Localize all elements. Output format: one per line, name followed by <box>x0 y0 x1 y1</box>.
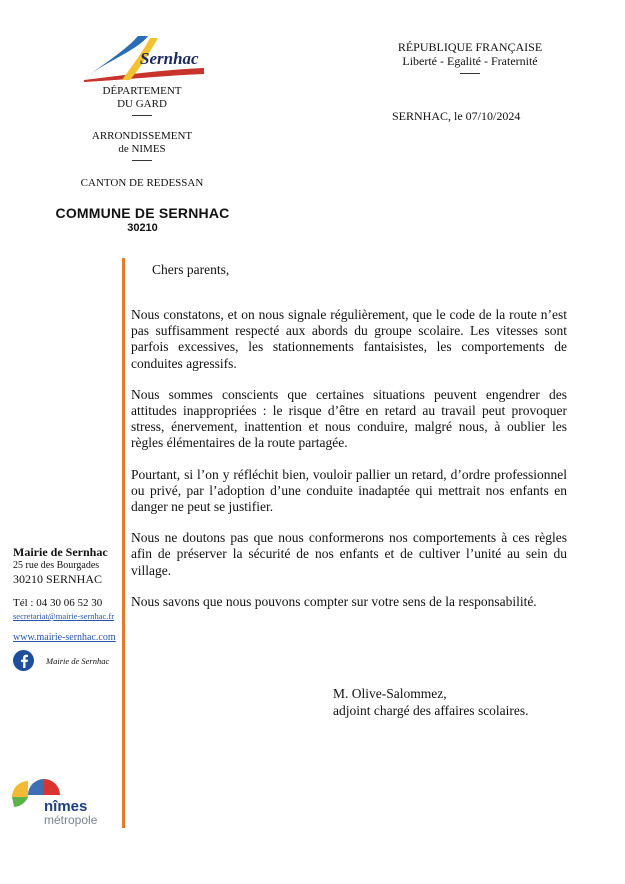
salutation: Chers parents, <box>152 262 230 277</box>
nimes-logo-line2: métropole <box>44 813 98 827</box>
republic-block <box>380 40 560 78</box>
paragraph: Pourtant, si l’on y réfléchit bien, vouloir pallier un retard, d’ordre professionnel ou privé, par l’adoption d’une conduite inadaptée qui mettrait nos enfants en danger ne peut se justifier. <box>131 466 567 515</box>
republic-title: RÉPUBLIQUE FRANÇAISE <box>397 40 543 54</box>
paragraph: Nous ne doutons pas que nous conformerons nos comportements à ces règles afin de préserver la sécurité de nos enfants et de cultiver l’unité au sein du village. <box>131 530 567 578</box>
arrondissement-block <box>57 130 227 165</box>
letter-body <box>131 307 567 625</box>
contact-phone: Tél : 04 30 06 52 30 <box>13 597 103 609</box>
sernhac-logo <box>78 30 208 86</box>
contact-email-link[interactable]: secretariat@mairie-sernhac.fr <box>13 611 115 621</box>
signature <box>333 685 529 719</box>
contact-block <box>13 545 121 671</box>
separator <box>132 160 152 161</box>
vertical-rule <box>122 258 125 828</box>
separator <box>460 73 480 74</box>
signature-name: M. Olive-Salommez, <box>333 686 447 701</box>
facebook-icon[interactable] <box>13 650 34 671</box>
signature-title: adjoint chargé des affaires scolaires. <box>333 703 529 718</box>
paragraph: Nous savons que nous pouvons compter sur votre sens de la responsabilité. <box>131 593 537 609</box>
contact-street: 25 rue des Bourgades <box>13 560 100 571</box>
arrondissement-line2: de NIMES <box>118 143 166 155</box>
facebook-link[interactable] <box>13 650 121 671</box>
logo-text: Sernhac <box>140 49 199 68</box>
department-line2: DU GARD <box>117 98 167 110</box>
republic-motto: Liberté - Egalité - Fraternité <box>402 54 538 68</box>
department-line1: DÉPARTEMENT <box>102 85 182 97</box>
facebook-glyph <box>18 654 30 668</box>
paragraph: Nous constatons, et on nous signale régulièrement, que le code de la route n’est pas suffisamment respecté aux abords du groupe scolaire. Les vitesses sont parfois excessives, les stationnements fantaisistes, les comportements de conduites agressifs. <box>131 307 567 371</box>
nimes-metropole-logo <box>8 773 118 828</box>
separator <box>132 115 152 116</box>
department-block <box>57 85 227 120</box>
commune-name: COMMUNE DE SERNHAC <box>55 205 230 221</box>
website-link[interactable]: www.mairie-sernhac.com <box>13 632 116 643</box>
paragraph: Nous sommes conscients que certaines situations peuvent engendrer des attitudes inappropriées : le risque d’être en retard au travail peut provoquer stress, énervement, inattention et nous conduire, malgré nous, à oublier les règles élémentaires de la route partagée. <box>131 386 567 451</box>
canton: CANTON DE REDESSAN <box>80 177 204 189</box>
contact-name: Mairie de Sernhac <box>13 545 108 559</box>
arrondissement-line1: ARRONDISSEMENT <box>91 130 193 142</box>
place-date: SERNHAC, le 07/10/2024 <box>392 109 521 123</box>
contact-city: 30210 SERNHAC <box>13 572 103 586</box>
commune-postcode: 30210 <box>127 222 158 234</box>
nimes-logo-line1: nîmes <box>44 798 88 815</box>
facebook-label: Mairie de Sernhac <box>46 655 110 666</box>
